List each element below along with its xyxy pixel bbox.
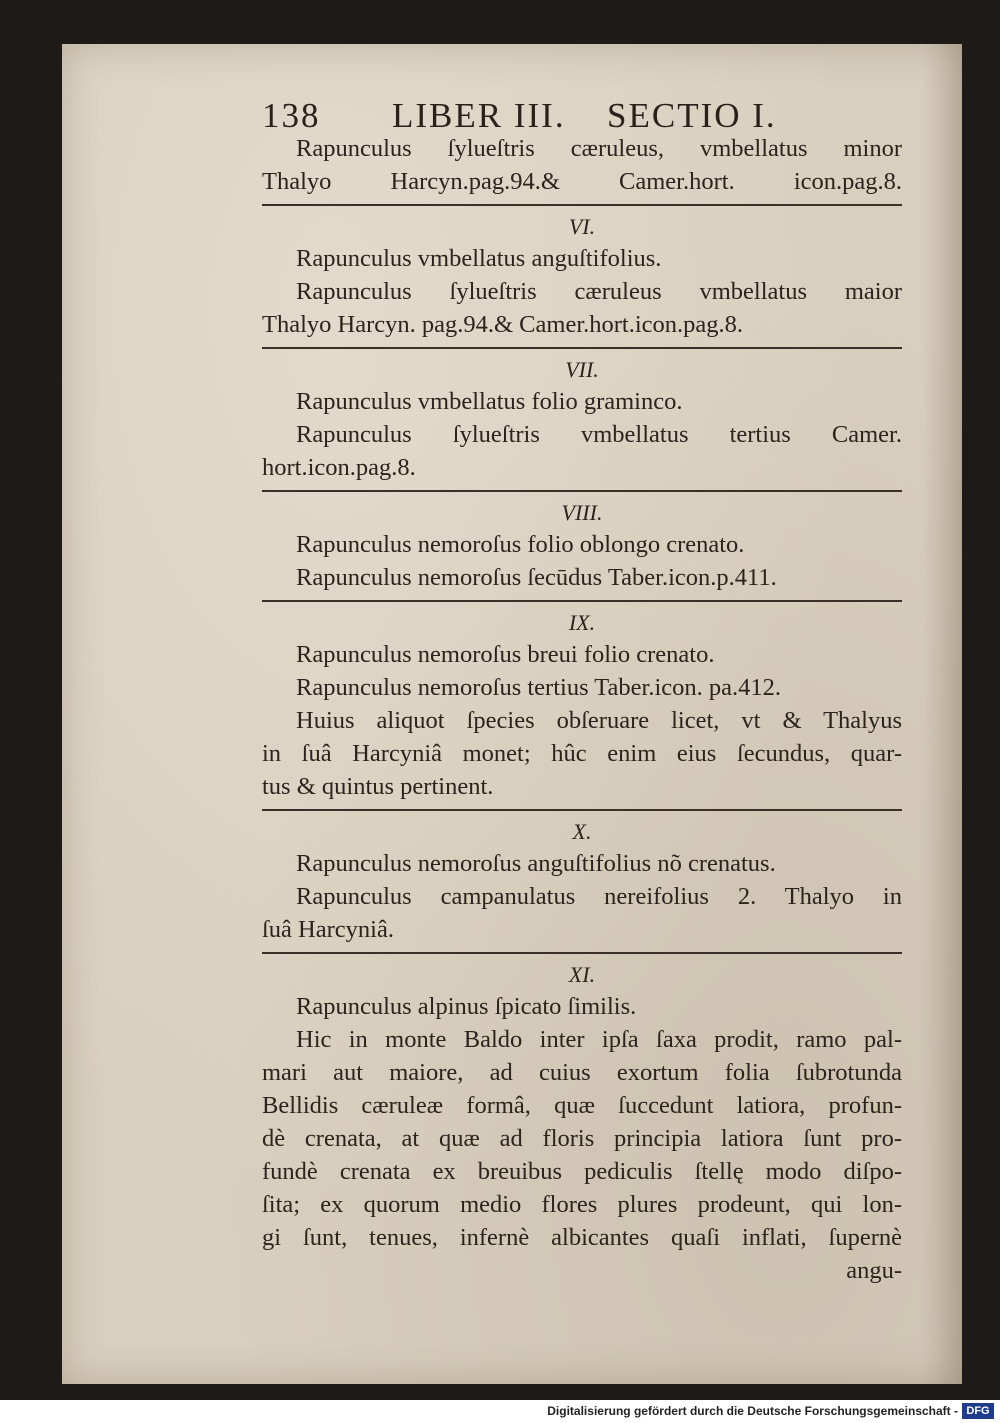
- text-line: Bellidis cæruleæ formâ, quæ ſuccedunt latiora, profun-: [262, 1092, 902, 1119]
- text-line: in ſuâ Harcyniâ monet; hûc enim eius ſecundus, quar-: [262, 740, 902, 767]
- entry-xi: [262, 960, 902, 1254]
- text-line: Thalyo Harcyn.pag.94.& Camer.hort. icon.pag.8.: [262, 168, 902, 195]
- text-line: Rapunculus nemoroſus ſecūdus Taber.icon.p.411.: [296, 564, 777, 591]
- separator-rule: [262, 204, 902, 206]
- page-body: [262, 132, 902, 1287]
- text-line: Rapunculus nemoroſus breui folio crenato.: [296, 641, 715, 668]
- entry-numeral: VII.: [565, 357, 599, 382]
- separator-rule: [262, 490, 902, 492]
- text-line: gi ſunt, tenues, infernè albicantes quaſi inflati, ſupernè: [262, 1224, 902, 1251]
- entry-numeral: VI.: [568, 214, 596, 239]
- separator-rule: [262, 600, 902, 602]
- text-line: Rapunculus vmbellatus folio graminco.: [296, 388, 683, 415]
- text-line: ſita; ex quorum medio flores plures prodeunt, qui lon-: [262, 1191, 902, 1218]
- text-line: Rapunculus nemoroſus anguſtifolius nõ crenatus.: [296, 850, 776, 877]
- page-number: 138: [262, 96, 321, 135]
- separator-rule: [262, 809, 902, 811]
- text-line: dè crenata, at quæ ad floris principia latiora ſunt pro-: [262, 1125, 902, 1152]
- entry-vi: [262, 212, 902, 341]
- entry-vii: [262, 355, 902, 484]
- entry-numeral: IX.: [568, 610, 596, 635]
- separator-rule: [262, 952, 902, 954]
- dfg-logo[interactable]: DFG: [962, 1403, 994, 1419]
- text-line: Rapunculus ſylueſtris cæruleus vmbellatus maior: [296, 278, 902, 305]
- text-line: Rapunculus campanulatus nereifolius 2. Thalyo in: [296, 883, 902, 910]
- text-line: mari aut maiore, ad cuius exortum folia ſubrotunda: [262, 1059, 902, 1086]
- text-line: Hic in monte Baldo inter ipſa ſaxa prodit, ramo pal-: [296, 1026, 902, 1053]
- entry-numeral: X.: [572, 819, 592, 844]
- text-line: Huius aliquot ſpecies obſeruare licet, vt & Thalyus: [296, 707, 902, 734]
- page-edge-shadow: [922, 44, 962, 1384]
- catchword: angu-: [846, 1257, 902, 1284]
- entry-numeral: XI.: [568, 962, 596, 987]
- text-line: Rapunculus nemoroſus tertius Taber.icon. pa.412.: [296, 674, 782, 701]
- text-line: Rapunculus ſylueſtris cæruleus, vmbellatus minor: [296, 135, 902, 162]
- entry-ix: [262, 608, 902, 803]
- text-line: Rapunculus nemoroſus folio oblongo crenato.: [296, 531, 745, 558]
- entry-continuation: [262, 132, 902, 198]
- funding-credit: Digitalisierung gefördert durch die Deutsche Forschungsgemeinschaft -: [547, 1404, 958, 1418]
- book-title: LIBER III.: [392, 96, 566, 135]
- text-line: fundè crenata ex breuibus pediculis ſtellę modo diſpo-: [262, 1158, 902, 1185]
- digitization-footer: [0, 1400, 1000, 1423]
- section-title: SECTIO I.: [607, 96, 777, 135]
- entry-viii: [262, 498, 902, 594]
- text-line: Rapunculus alpinus ſpicato ſimilis.: [296, 993, 637, 1020]
- text-line: hort.icon.pag.8.: [262, 454, 416, 481]
- text-line: ſuâ Harcyniâ.: [262, 916, 394, 943]
- entry-numeral: VIII.: [561, 500, 603, 525]
- text-line: tus & quintus pertinent.: [262, 773, 494, 800]
- entry-x: [262, 817, 902, 946]
- text-line: Rapunculus vmbellatus anguſtifolius.: [296, 245, 662, 272]
- text-line: Rapunculus ſylueſtris vmbellatus tertius Camer.: [296, 421, 902, 448]
- text-line: Thalyo Harcyn. pag.94.& Camer.hort.icon.pag.8.: [262, 311, 744, 338]
- separator-rule: [262, 347, 902, 349]
